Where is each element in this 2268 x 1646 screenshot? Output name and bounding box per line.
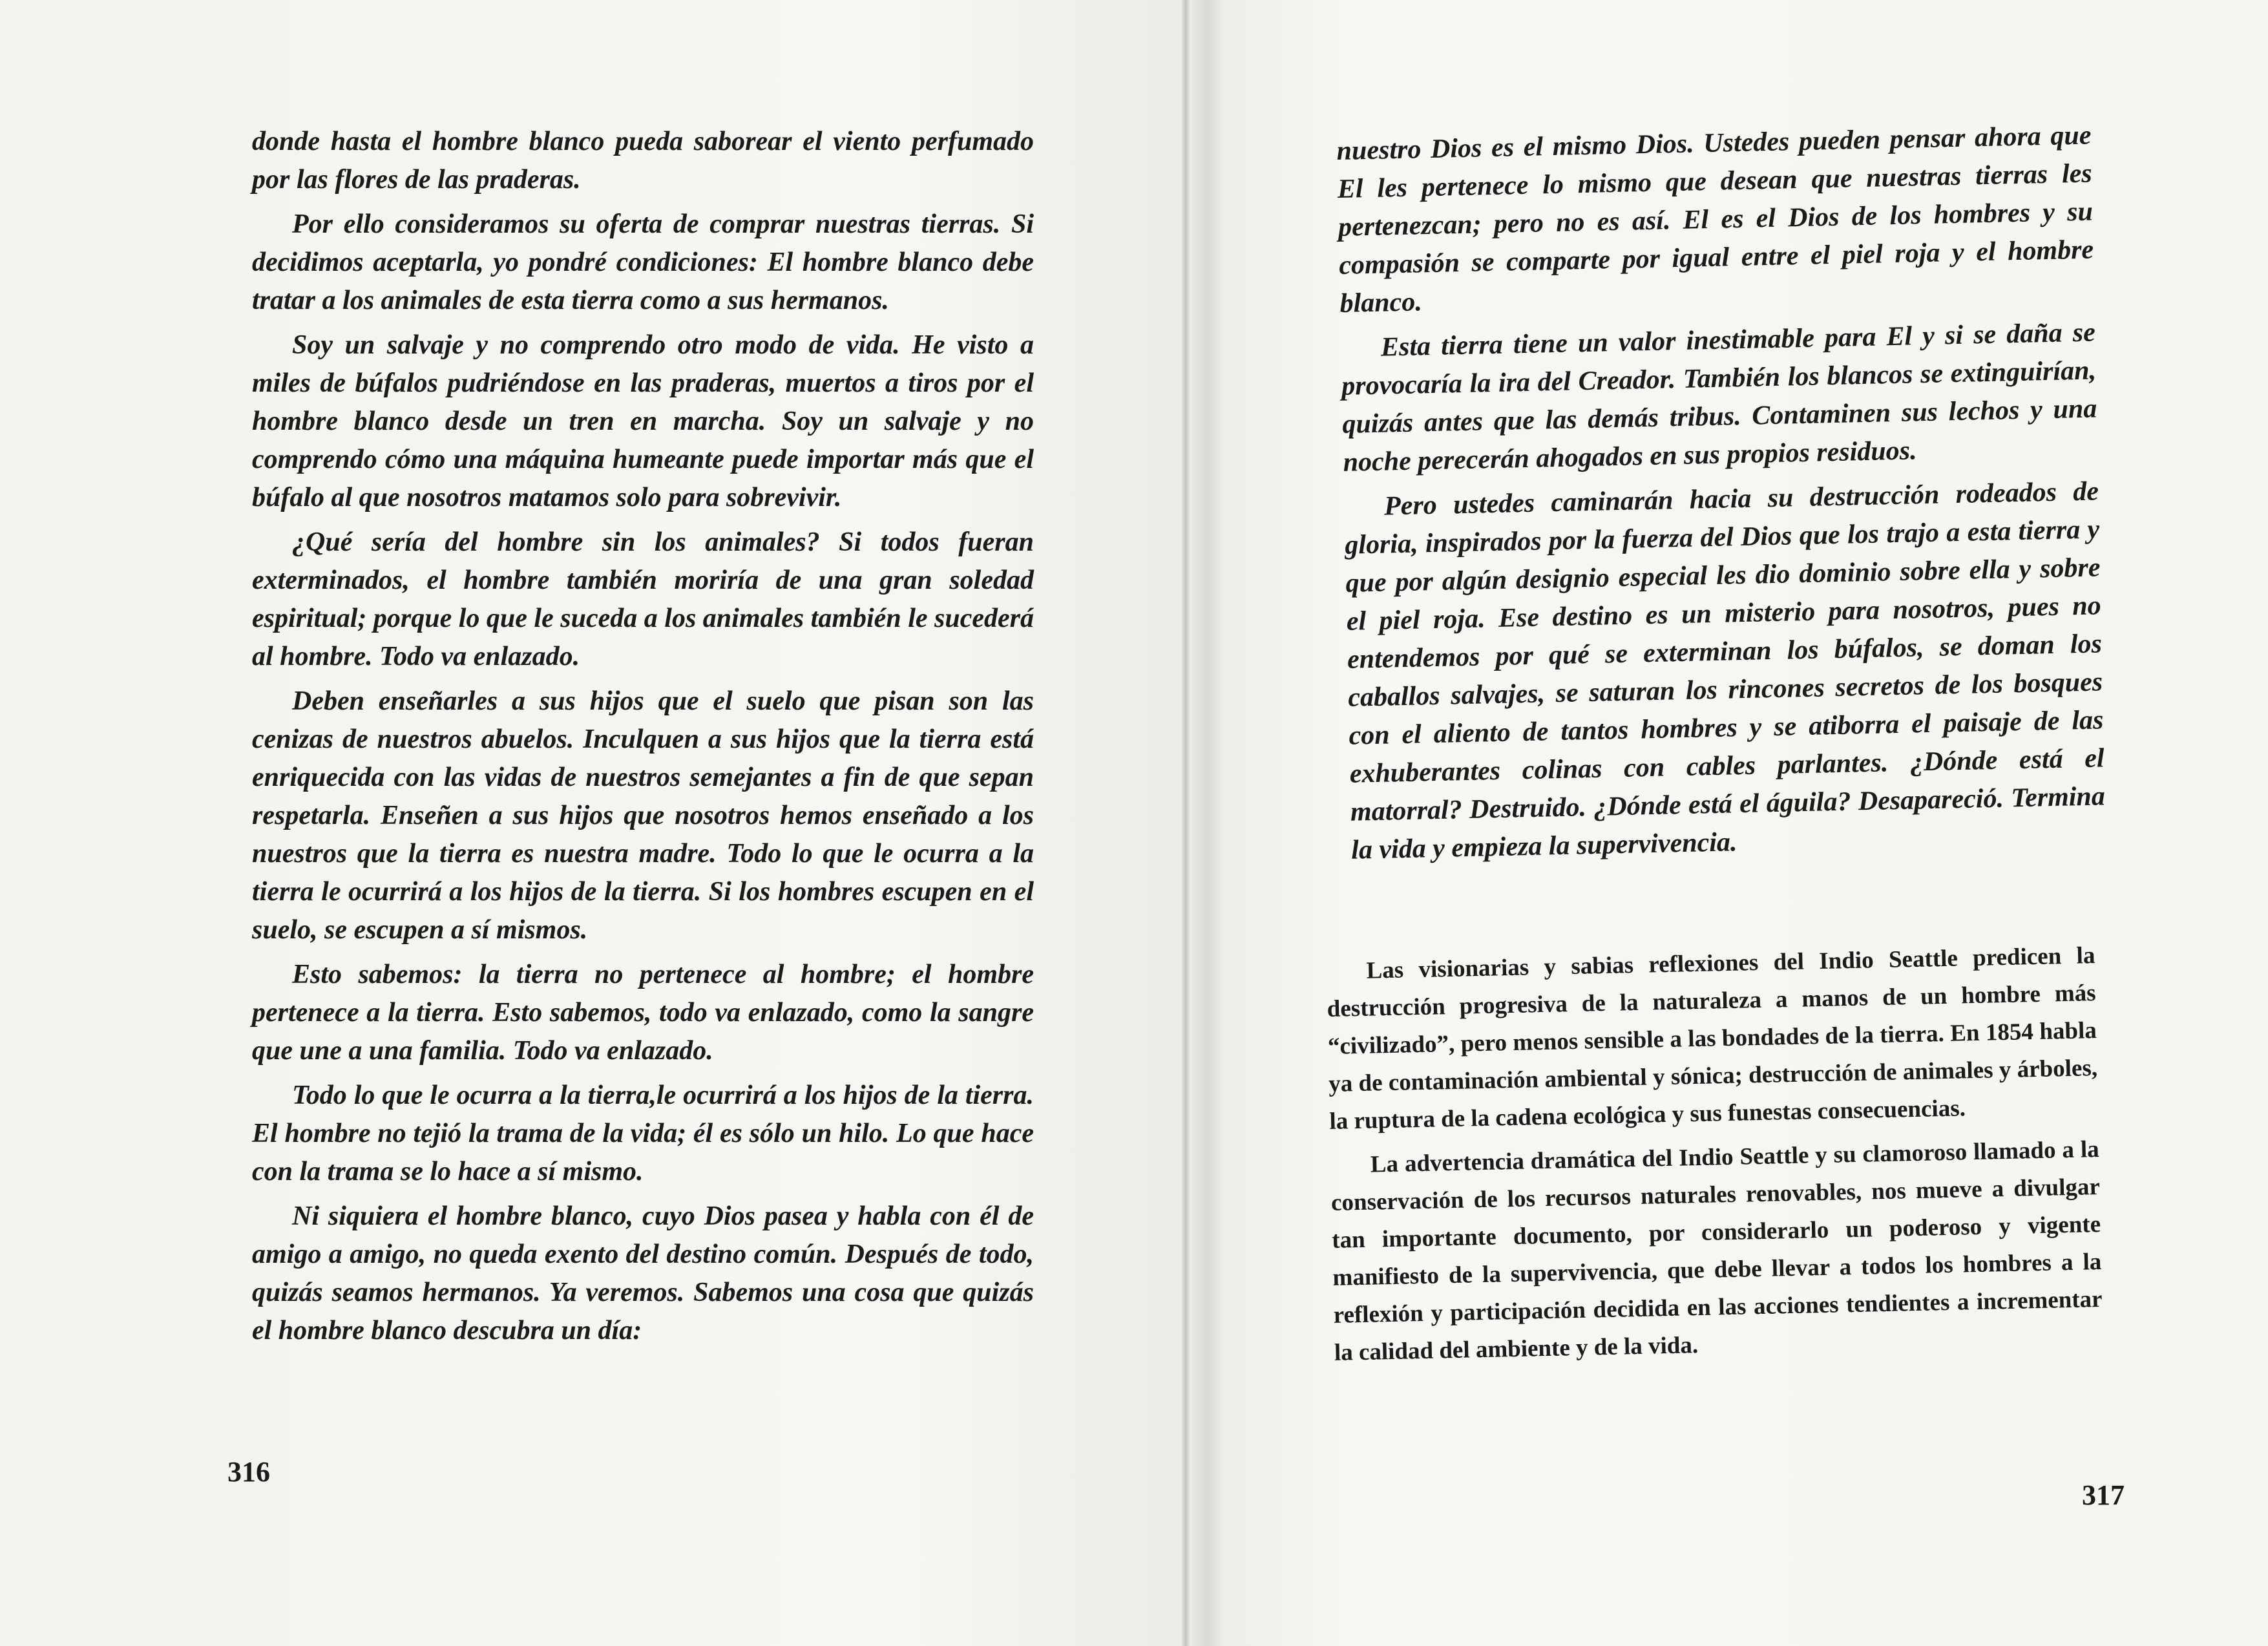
right-italic-paragraph-2: Esta tierra tiene un valor inestimable para El y si se daña se provocaría la ira del Creador. También los blancos se extinguirían, quizás antes que las demás tribus. Contaminen sus lechos y una noche perecerán ahogados en sus propios residuos. — [1341, 317, 2097, 478]
right-italic-paragraph-3: Pero ustedes caminarán hacia su destrucción rodeados de gloria, inspirados por la fuerza del Dios que los trajo a esta tierra y que por algún designio especial les dio dominio sobre ella y sobre el piel roja. Ese destino es un misterio para nosotros, pues no entendemos por qué se exterminan los búfalos, se doman los caballos salvajes, se saturan los rincones secretos de los bosques con el aliento de tantos hombres y se atiborra el paisaje de las exhuberantes colinas con cables parlantes. ¿Dónde está el matorral? Destruido. ¿Dónde está el águila? Desapareció. Termina la vida y empieza la supervivencia. — [1344, 476, 2106, 865]
left-paragraph-1: donde hasta el hombre blanco pueda saborear el viento perfumado por las flores de las praderas. — [252, 127, 1034, 195]
left-paragraph-5: Deben enseñarles a sus hijos que el suelo que pisan son las cenizas de nuestros abuelos. Inculquen a sus hijos que la tierra está enriquecida con las vidas de nuestros semejantes a fin de que sepan respetarla. Enseñen a sus hijos que nosotros hemos enseñado a los nuestros que la tierra es nuestra madre. Todo lo que le ocurra a la tierra le ocurrirá a los hijos de la tierra. Si los hombres escupen en el suelo, se escupen a sí mismos. — [252, 686, 1034, 945]
left-paragraph-6: Esto sabemos: la tierra no pertenece al hombre; el hombre pertenece a la tierra. Esto sabemos, todo va enlazado, como la sangre que une a una familia. Todo va enlazado. — [252, 960, 1034, 1066]
right-page-commentary — [1326, 937, 2104, 1378]
right-page-italic-text — [1336, 117, 2106, 876]
left-paragraph-7: Todo lo que le ocurra a la tierra,le ocurrirá a los hijos de la tierra. El hombre no tejió la trama de la vida; él es sólo un hilo. Lo que hace con la trama se lo hace a sí mismo. — [252, 1081, 1034, 1187]
page-number-left: 316 — [227, 1456, 270, 1488]
right-commentary-paragraph-1: Las visionarias y sabias reflexiones del Indio Seattle predicen la destrucción progresiva de la naturaleza a manos de un hombre más “civilizado”, pero menos sensible a las bondades de la tierra. En 1854 habla ya de contaminación ambiental y sónica; destrucción de animales y árboles, la ruptura de la cadena ecológica y sus funestas consecuencias. — [1327, 942, 2098, 1135]
right-page — [1189, 0, 2268, 1646]
page-number-right: 317 — [2082, 1479, 2125, 1511]
left-paragraph-4: ¿Qué sería del hombre sin los animales? Si todos fueran exterminados, el hombre también moriría de una gran soledad espiritual; porque lo que le suceda a los animales también le sucederá al hombre. Todo va enlazado. — [252, 527, 1034, 671]
left-paragraph-8: Ni siquiera el hombre blanco, cuyo Dios pasea y habla con él de amigo a amigo, no queda exento del destino común. Después de todo, quizás seamos hermanos. Ya veremos. Sabemos una cosa que quizás el hombre blanco descubra un día: — [252, 1201, 1034, 1345]
left-paragraph-2: Por ello consideramos su oferta de comprar nuestras tierras. Si decidimos aceptarla, yo pondré condiciones: El hombre blanco debe tratar a los animales de esta tierra como a sus hermanos. — [252, 209, 1034, 315]
left-page-text — [252, 123, 1034, 1356]
left-paragraph-3: Soy un salvaje y no comprendo otro modo de vida. He visto a miles de búfalos pudriéndose en las praderas, muertos a tiros por el hombre blanco desde un tren en marcha. Soy un salvaje y no comprendo cómo una máquina humeante puede importar más que el búfalo al que nosotros matamos solo para sobrevivir. — [252, 330, 1034, 512]
right-commentary-paragraph-2: La advertencia dramática del Indio Seattle y su clamoroso llamado a la conservación de los recursos naturales renovables, nos mueve a divulgar tan importante documento, por considerarlo un poderoso y vigente manifiesto de la supervivencia, que debe llevar a todos los hombres a la reflexión y participación decidida en las acciones tendientes a incrementar la calidad del ambiente y de la vida. — [1330, 1136, 2103, 1366]
right-italic-paragraph-1: nuestro Dios es el mismo Dios. Ustedes pueden pensar ahora que El les pertenece lo mismo que desean que nuestras tierras les pertenezcan; pero no es así. El es el Dios de los hombres y su compasión se comparte por igual entre el piel roja y el hombre blanco. — [1336, 120, 2094, 319]
